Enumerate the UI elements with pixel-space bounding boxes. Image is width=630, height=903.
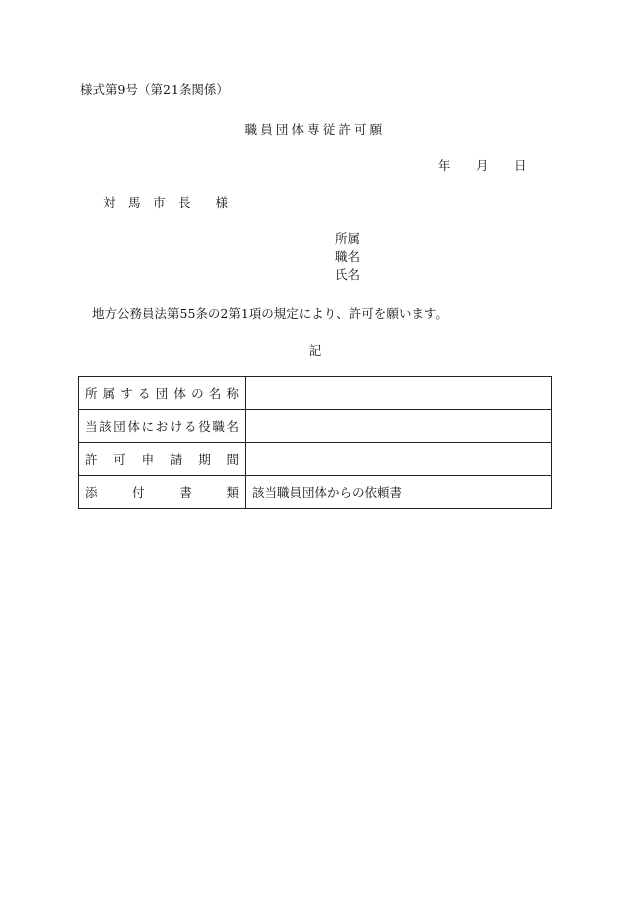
details-table [78, 376, 552, 509]
table-row [79, 377, 552, 410]
document-title: 職員団体専従許可願 [244, 122, 386, 137]
table-row [79, 476, 552, 509]
year-label: 年 [438, 158, 451, 173]
ki-label: 記 [308, 343, 322, 358]
day-label: 日 [514, 158, 527, 173]
table-row [79, 443, 552, 476]
row-label-position-in-organization: 当該団体における役職名 [79, 410, 246, 443]
row-label-attachments: 添付書類 [79, 476, 246, 509]
row-label-permission-period: 許可申請期間 [79, 443, 246, 476]
row-label-organization-name: 所属する団体の名称 [79, 377, 246, 410]
addressee: 対 馬 市 長 様 [103, 195, 229, 210]
form-number: 様式第9号（第21条関係） [80, 82, 229, 97]
attachments-value: 該当職員団体からの依頼書 [246, 476, 552, 509]
table-row [79, 410, 552, 443]
position-in-organization-field[interactable] [246, 410, 552, 443]
name-label: 氏名 [335, 267, 361, 282]
position-label: 職名 [335, 249, 361, 264]
date-line [438, 156, 527, 174]
month-label: 月 [476, 158, 489, 173]
applicant-block [335, 230, 360, 284]
body-text: 地方公務員法第55条の2第1項の規定により、許可を願います。 [92, 306, 448, 321]
organization-name-field[interactable] [246, 377, 552, 410]
permission-period-field[interactable] [246, 443, 552, 476]
affiliation-label: 所属 [335, 231, 361, 246]
